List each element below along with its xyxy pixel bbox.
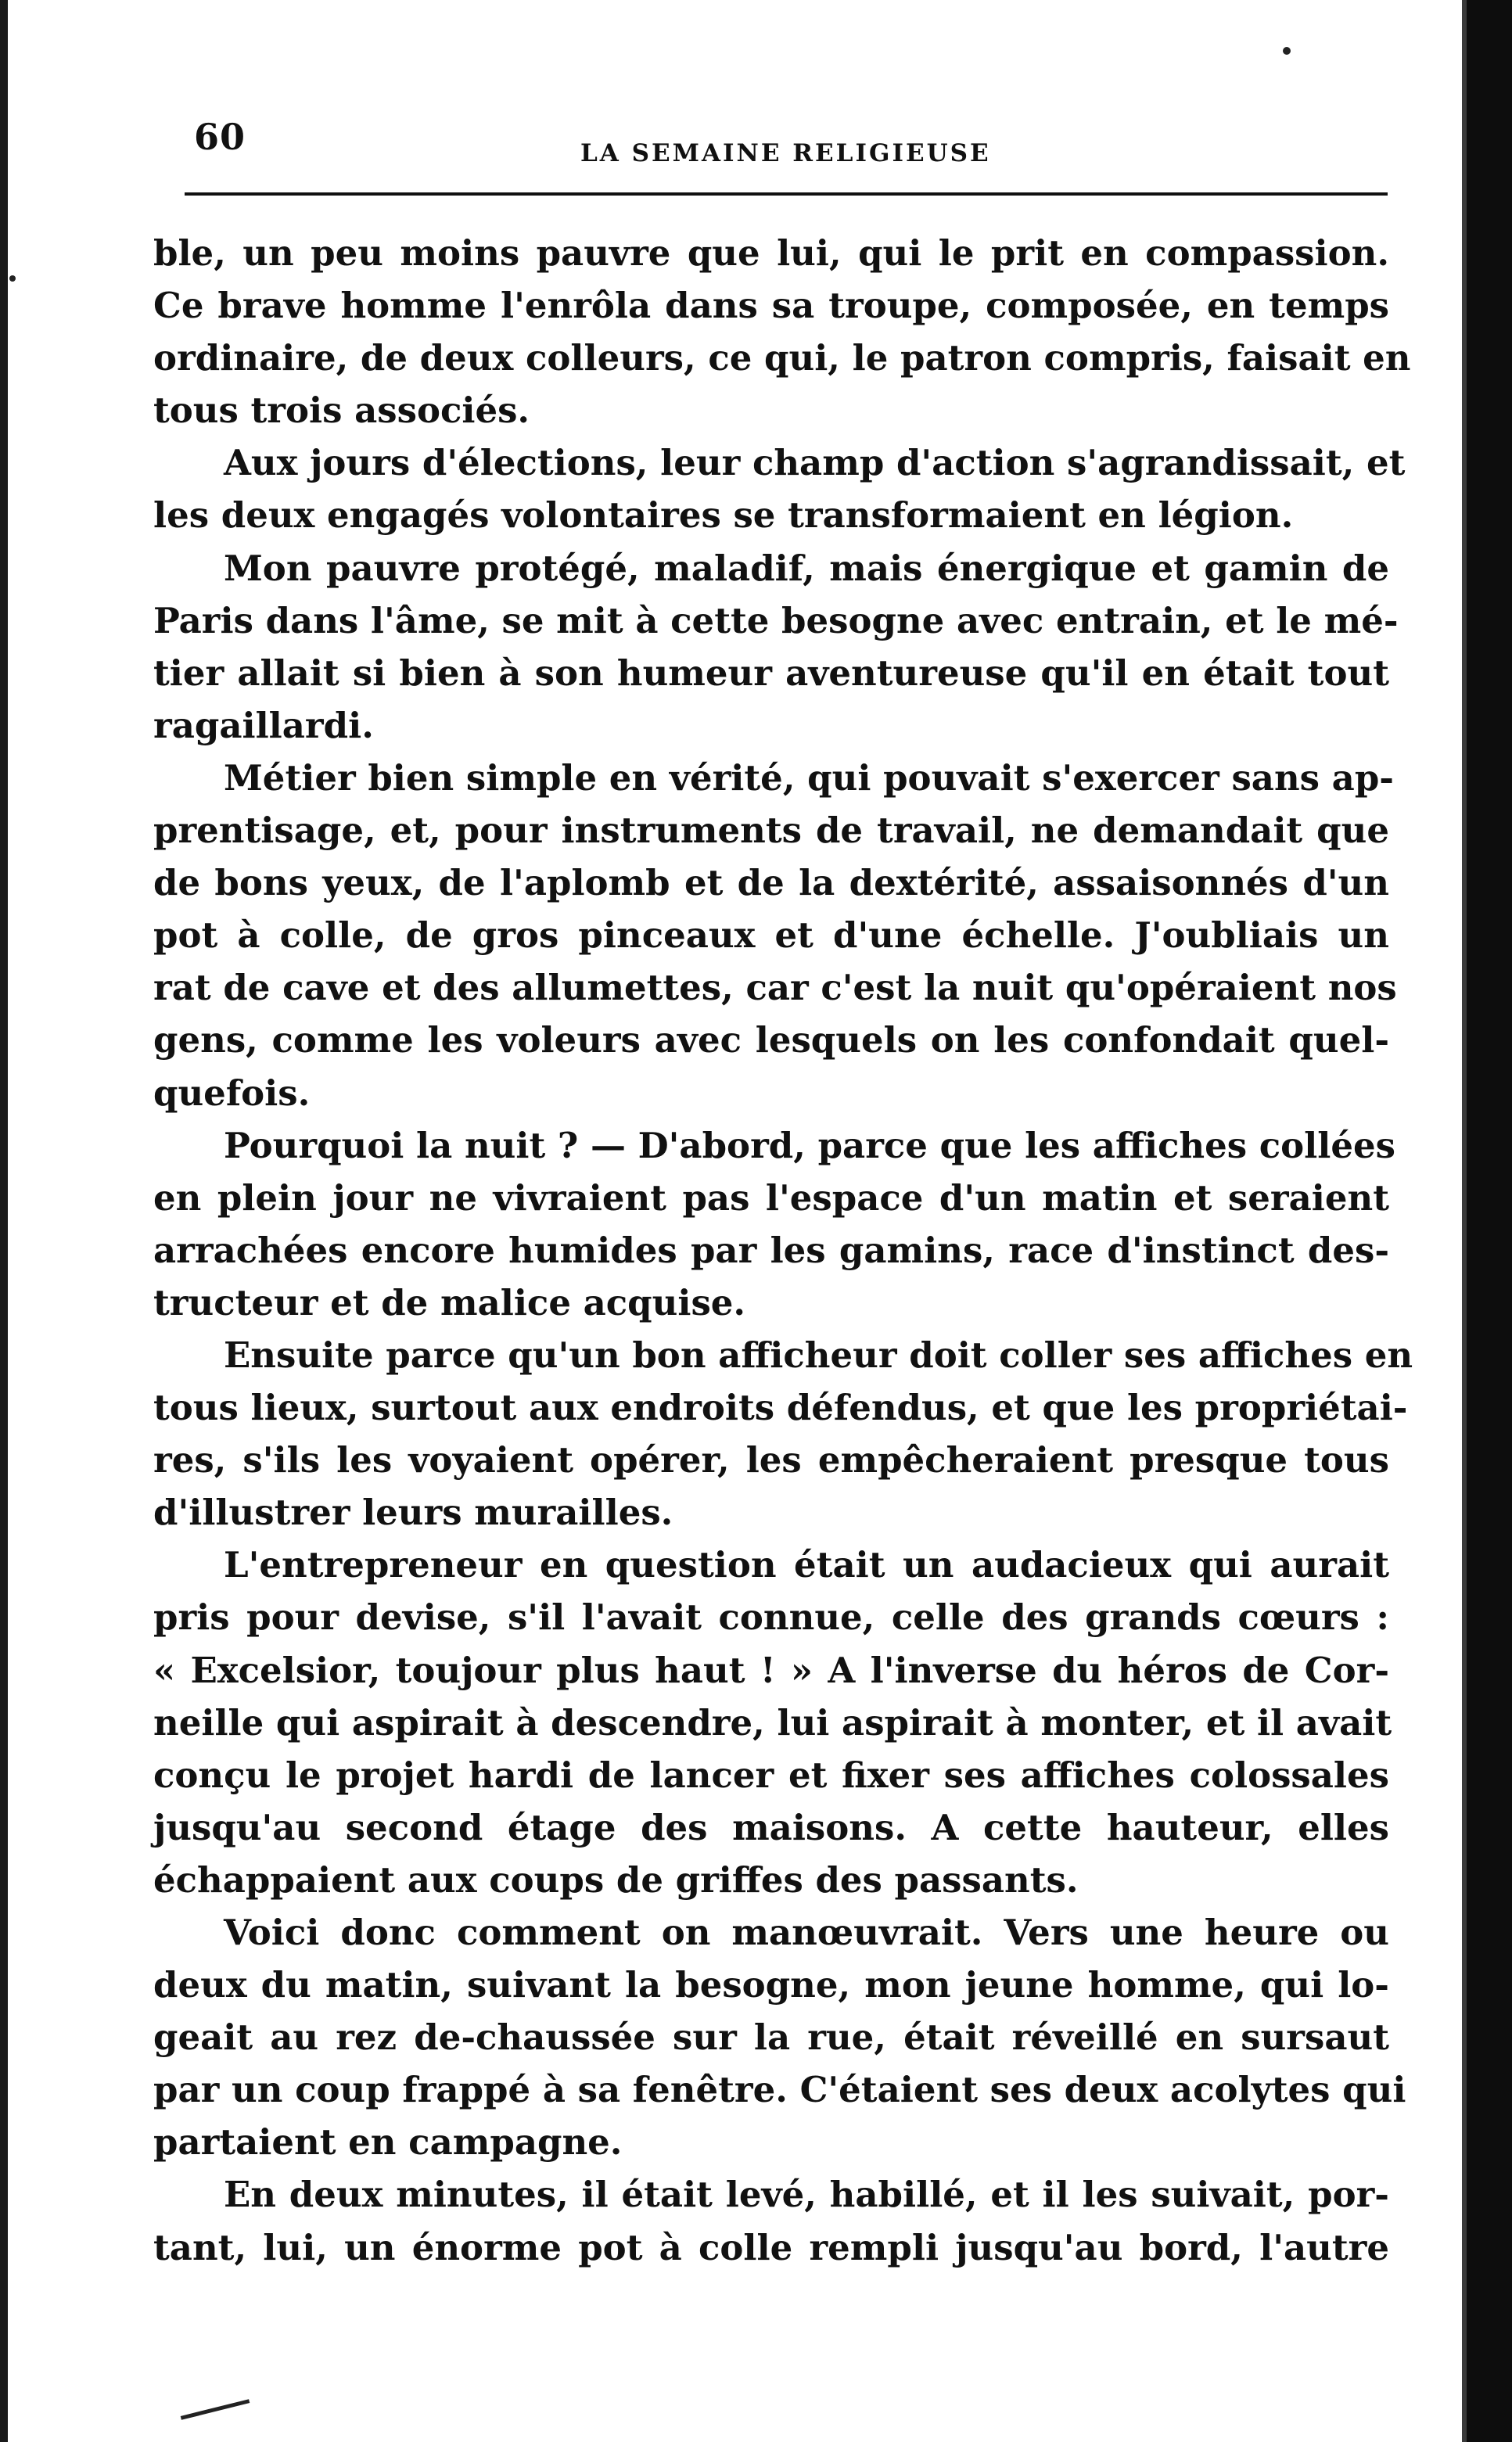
text-line: arrachées encore humides par les gamins, race d'instinct des-: [153, 1229, 1389, 1271]
text-line: Pourquoi la nuit ? — D'abord, parce que les affiches collées: [224, 1124, 1395, 1166]
text-line: gens, comme les voleurs avec lesquels on les confondait quel-: [153, 1019, 1389, 1061]
text-line: L'entrepreneur en question était un audacieux qui aurait: [224, 1544, 1389, 1586]
text-line: partaient en campagne.: [153, 2121, 623, 2164]
text-line: échappaient aux coups de griffes des passants.: [153, 1858, 1079, 1901]
text-line: tant, lui, un énorme pot à colle rempli jusqu'au bord, l'autre: [153, 2226, 1389, 2268]
text-line: pris pour devise, s'il l'avait connue, celle des grands cœurs :: [153, 1596, 1389, 1639]
text-line: « Excelsior, toujour plus haut ! » A l'inverse du héros de Cor-: [153, 1649, 1389, 1691]
text-line: neille qui aspirait à descendre, lui aspirait à monter, et il avait: [153, 1701, 1392, 1744]
text-line: tructeur et de malice acquise.: [153, 1281, 746, 1323]
text-line: rat de cave et des allumettes, car c'est la nuit qu'opéraient nos: [153, 967, 1397, 1009]
text-line: res, s'ils les voyaient opérer, les empêcheraient presque tous: [153, 1439, 1389, 1481]
text-line: de bons yeux, de l'aplomb et de la dextérité, assaisonnés d'un: [153, 862, 1389, 904]
text-line: pot à colle, de gros pinceaux et d'une échelle. J'oubliais un: [153, 914, 1389, 957]
right-page-edge: [1467, 0, 1512, 2442]
text-line: jusqu'au second étage des maisons. A cette hauteur, elles: [153, 1806, 1389, 1848]
text-line: en plein jour ne vivraient pas l'espace d'un matin et seraient: [153, 1176, 1389, 1219]
text-line: Ensuite parce qu'un bon afficheur doit coller ses affiches en: [224, 1334, 1413, 1376]
scan-speck: [1283, 47, 1291, 55]
text-line: Ce brave homme l'enrôla dans sa troupe, composée, en temps: [153, 285, 1389, 327]
text-line: prentisage, et, pour instruments de travail, ne demandait que: [153, 810, 1389, 852]
page-number: 60: [194, 116, 246, 158]
text-line: geait au rez de-chaussée sur la rue, était réveillé en sursaut: [153, 2016, 1389, 2059]
text-line: ble, un peu moins pauvre que lui, qui le prit en compassion.: [153, 232, 1389, 274]
text-line: En deux minutes, il était levé, habillé, et il les suivait, por-: [224, 2174, 1389, 2216]
running-title: LA SEMAINE RELIGIEUSE: [580, 139, 991, 167]
text-line: quefois.: [153, 1072, 311, 1114]
body-text: [153, 227, 1413, 2274]
text-line: Voici donc comment on manœuvrait. Vers une heure ou: [224, 1912, 1389, 1953]
text-line: ordinaire, de deux colleurs, ce qui, le patron compris, faisait en: [153, 337, 1411, 379]
left-page-edge: [0, 0, 8, 2442]
text-line: ragaillardi.: [153, 704, 374, 746]
text-line: Aux jours d'élections, leur champ d'action s'agrandissait, et: [224, 442, 1406, 484]
text-line: tous lieux, surtout aux endroits défendus, et que les propriétai-: [153, 1387, 1408, 1429]
text-line: deux du matin, suivant la besogne, mon jeune homme, qui lo-: [153, 1964, 1389, 2006]
scan-mark: [181, 2399, 250, 2420]
text-line: Mon pauvre protégé, maladif, mais énergique et gamin de: [224, 547, 1389, 589]
text-line: d'illustrer leurs murailles.: [153, 1492, 673, 1534]
text-line: Paris dans l'âme, se mit à cette besogne avec entrain, et le mé-: [153, 599, 1399, 641]
text-line: tier allait si bien à son humeur aventureuse qu'il en était tout: [153, 652, 1389, 694]
header-rule: [185, 192, 1388, 196]
text-line: Métier bien simple en vérité, qui pouvait s'exercer sans ap-: [224, 756, 1394, 799]
text-line: les deux engagés volontaires se transformaient en légion.: [153, 494, 1294, 537]
scan-speck: [9, 275, 16, 282]
text-line: par un coup frappé à sa fenêtre. C'étaient ses deux acolytes qui: [153, 2069, 1406, 2111]
text-line: tous trois associés.: [153, 390, 530, 432]
text-line: conçu le projet hardi de lancer et fixer ses affiches colossales: [153, 1754, 1389, 1796]
